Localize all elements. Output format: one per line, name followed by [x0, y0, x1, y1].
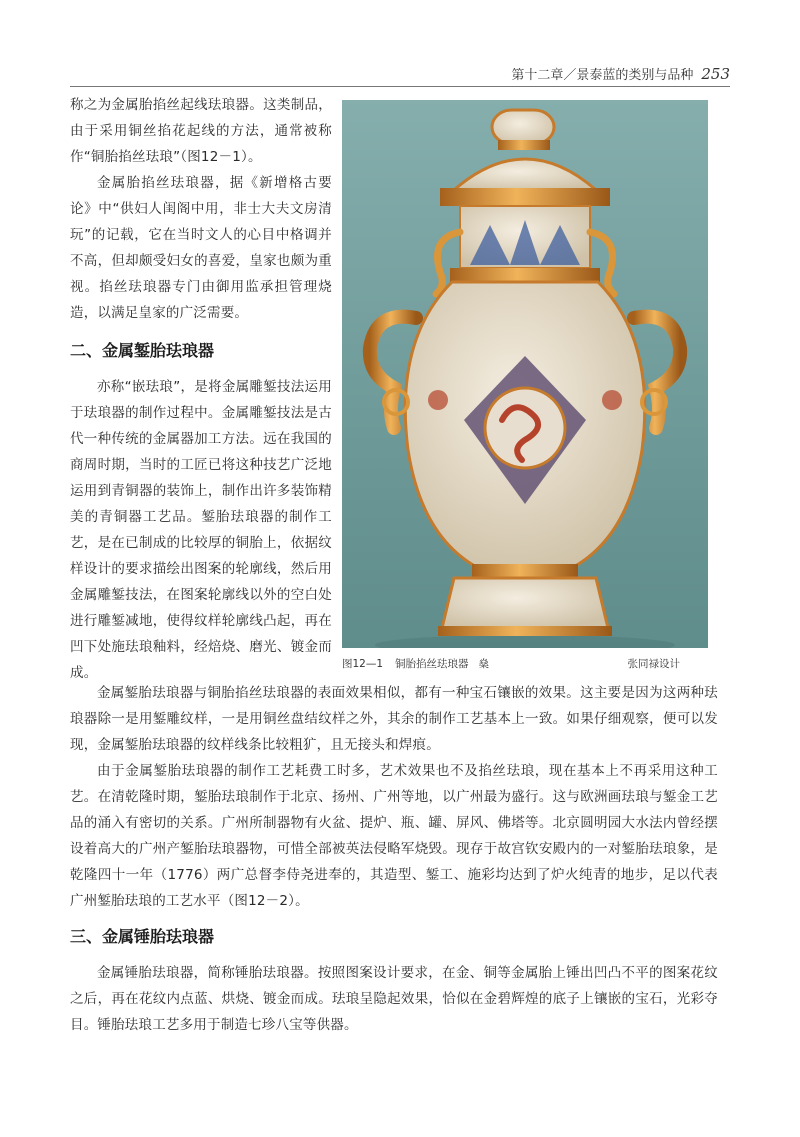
cloisonne-vase-illustration [342, 100, 708, 648]
page-number: 253 [701, 65, 730, 83]
flower-right [602, 390, 622, 410]
dragon-medallion [485, 388, 565, 468]
section-heading-2: 二、金属錾胎珐琅器 [70, 341, 215, 360]
figure-caption [342, 656, 708, 671]
lid-rim [440, 188, 610, 206]
foot-band [472, 564, 578, 578]
figure-title: 铜胎掐丝珐琅器 [395, 658, 469, 670]
vase-photo [342, 100, 708, 648]
paragraph-1: 称之为金属胎掐丝起线珐琅器。这类制品，由于采用铜丝掐花起线的方法，通常被称作“铜胎掐丝珐琅”（图12－1）。 [70, 97, 332, 165]
paragraph-4: 金属錾胎珐琅器与铜胎掐丝珐琅器的表面效果相似，都有一种宝石镶嵌的效果。这主要是因为这两种珐琅器除一是用錾雕纹样，一是用铜丝盘结纹样之外，其余的制作工艺基本上一致。如果仔细观察，便可以发现，金属錾胎珐琅器的纹样线条比较粗犷，且无接头和焊痕。 [70, 685, 718, 753]
section-heading-3: 三、金属锤胎珐琅器 [70, 927, 215, 946]
header-rule [70, 86, 730, 87]
lid-finial [492, 110, 554, 144]
figure-subtitle: 燊 [478, 658, 490, 670]
vase-foot [442, 578, 608, 628]
figure-credit: 张同禄设计 [627, 658, 680, 670]
flower-left [428, 390, 448, 410]
neck-band [450, 268, 600, 282]
lid-dome [454, 159, 596, 190]
foot-rim [438, 626, 612, 636]
shadow [375, 635, 675, 648]
chapter-title: 第十二章／景泰蓝的类别与品种 [511, 68, 694, 83]
paragraph-5: 由于金属錾胎珐琅器的制作工艺耗费工时多，艺术效果也不及掐丝珐琅，现在基本上不再采用这种工艺。在清乾隆时期，錾胎珐琅制作于北京、扬州、广州等地，以广州最为盛行。这与欧洲画珐琅与錾金工艺品的涌入有密切的关系。广州所制器物有火盆、提炉、瓶、罐、屏风、佛塔等。北京圆明园大水法内曾经摆设着高大的广州产錾胎珐琅器物，可惜全部被英法侵略军烧毁。现存于故宫钦安殿内的一对錾胎珐琅象，是乾隆四十一年（1776）两广总督李侍尧进奉的，其造型、錾工、施彩均达到了炉火纯青的地步，足以代表广州錾胎珐琅的工艺水平（图12－2）。 [70, 763, 718, 909]
paragraph-6: 金属锤胎珐琅器，简称锤胎珐琅器。按照图案设计要求，在金、铜等金属胎上锤出凹凸不平的图案花纹之后，再在花纹内点蓝、烘烧、镀金而成。珐琅呈隐起效果，恰似在金碧辉煌的底子上镶嵌的宝石，光彩夺目。锤胎珐琅工艺多用于制造七珍八宝等供器。 [70, 965, 718, 1033]
figure-number: 图12—1 [342, 658, 384, 670]
running-header [70, 64, 730, 86]
paragraph-2: 金属胎掐丝珐琅器，据《新增格古要论》中“供妇人闺阁中用，非士大夫文房清玩”的记载，它在当时文人的心目中格调并不高，但却颇受妇女的喜爱，皇家也颇为重视。掐丝珐琅器专门由御用监承担管理烧造，以满足皇家的广泛需要。 [70, 175, 332, 321]
paragraph-3: 亦称“嵌珐琅”，是将金属雕錾技法运用于珐琅器的制作过程中。金属雕錾技法是古代一种传统的金属器加工方法。远在我国的商周时期，当时的工匠已将这种技艺广泛地运用到青铜器的装饰上，制作出许多装饰精美的青铜器工艺品。錾胎珐琅器的制作工艺，是在已制成的比较厚的铜胎上，依据纹样设计的要求描绘出图案的轮廓线，然后用金属雕錾技法，在图案轮廓线以外的空白处进行雕錾减地，使得纹样轮廓线凸起，再在凹下处施珐琅釉料，经焙烧、磨光、镀金而成。 [70, 379, 332, 681]
finial-collar [498, 140, 550, 150]
